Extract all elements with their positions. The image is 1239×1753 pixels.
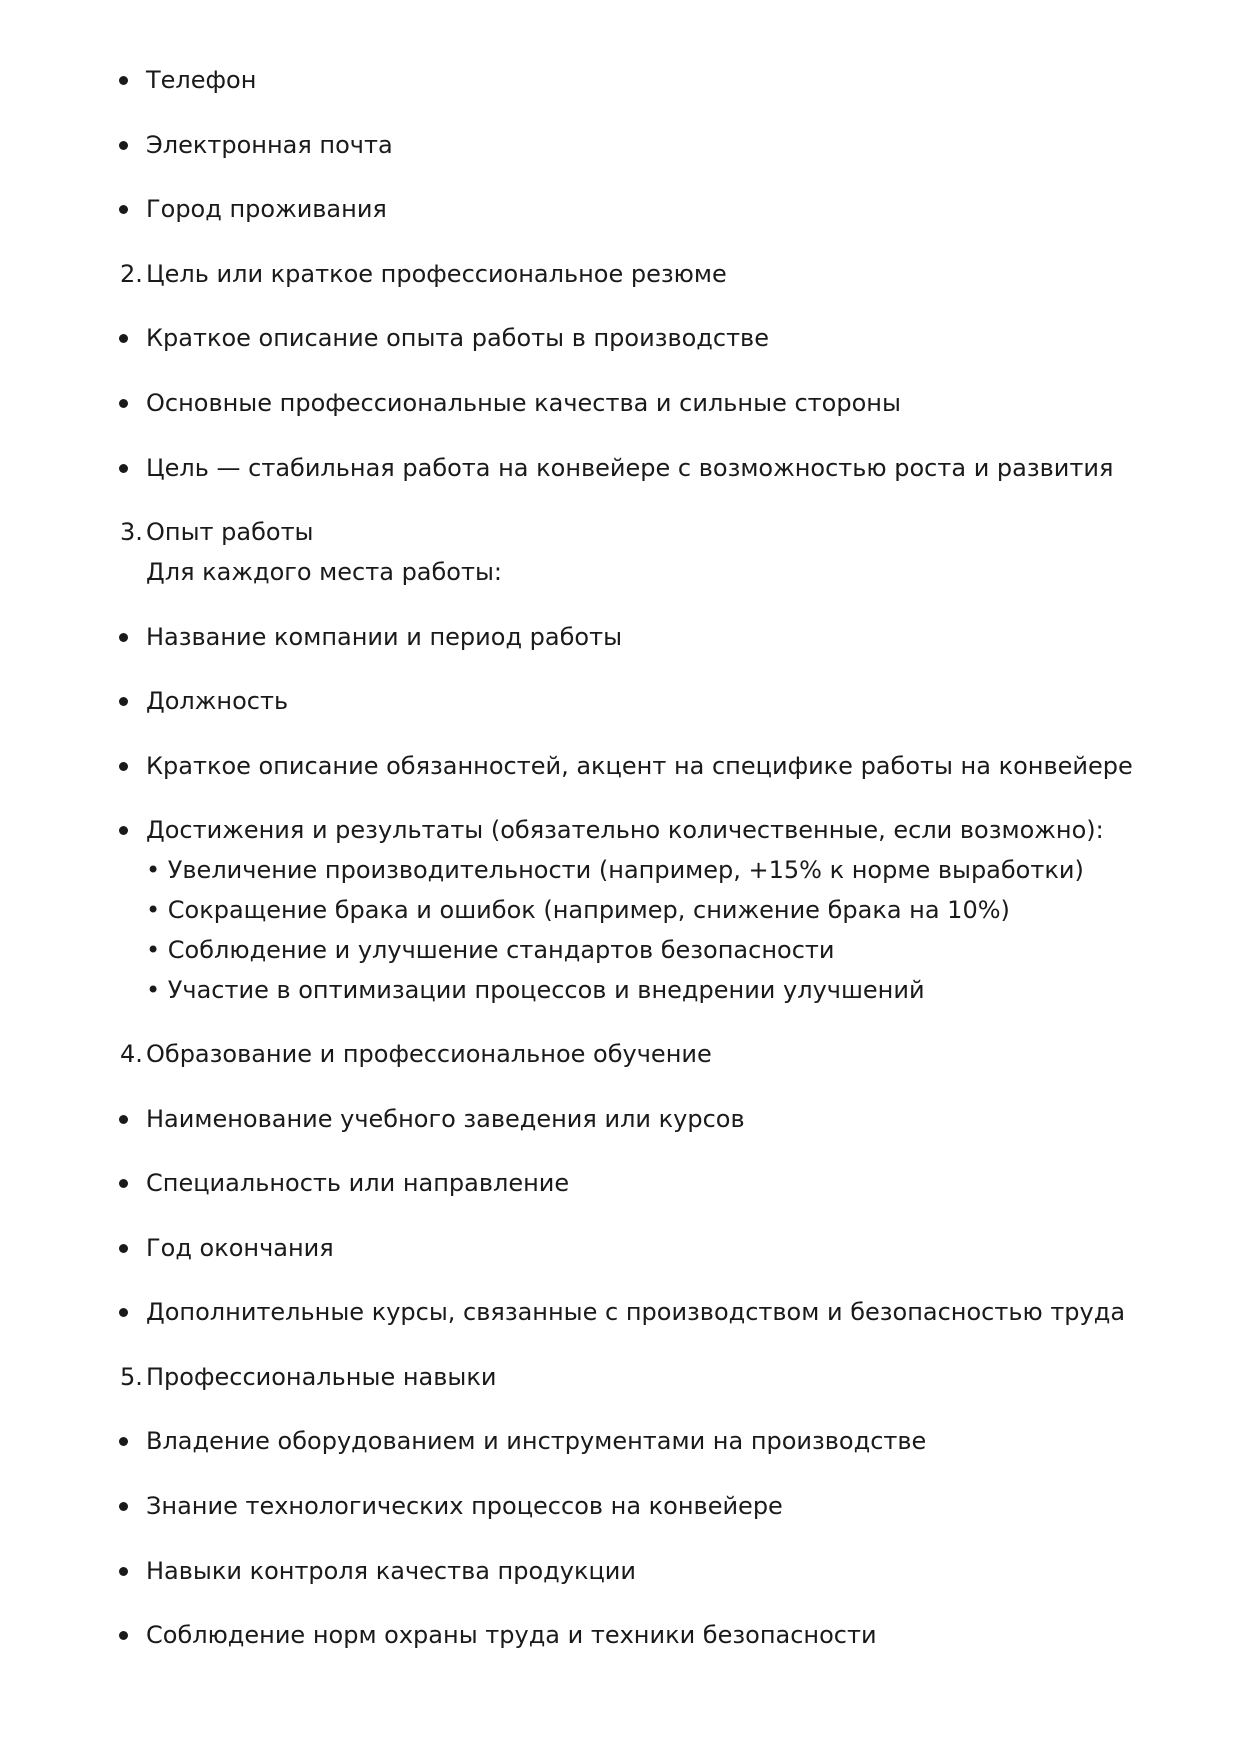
section-heading [120,517,314,547]
section-subtitle [146,557,502,587]
list-item [146,130,393,160]
list-item [146,1426,926,1456]
list-item-text: Соблюдение норм охраны труда и техники безопасности [146,1621,877,1649]
list-item-text: Владение оборудованием и инструментами на производстве [146,1427,927,1455]
list-item-text: Год окончания [146,1234,334,1262]
list-item-text: Телефон [146,66,257,94]
section-heading [120,1362,497,1392]
list-item [146,1556,636,1586]
list-item-text: Город проживания [146,195,387,223]
list-item-text: Основные профессиональные качества и сильные стороны [146,389,901,417]
section-title: Профессиональные навыки [146,1363,497,1391]
sub-list-item-text: • Сокращение брака и ошибок (например, снижение брака на 10%) [146,896,1010,924]
list-item [146,1297,1125,1327]
section-heading [120,259,727,289]
sub-list-item-text: • Участие в оптимизации процессов и внедрении улучшений [146,976,925,1004]
section-title: Образование и профессиональное обучение [146,1040,712,1068]
sub-list-item [146,895,1010,925]
section-number: 2. [120,260,143,288]
list-item-text: Специальность или направление [146,1169,570,1197]
list-item-text: Краткое описание обязанностей, акцент на специфике работы на конвейере [146,752,1133,780]
list-item [146,622,622,652]
section-number: 4. [120,1040,143,1068]
section-title: Опыт работы [146,518,314,546]
list-item [146,751,1133,781]
list-item [146,65,256,95]
sub-list-item [146,855,1084,885]
list-item-text: Достижения и результаты (обязательно количественные, если возможно): [146,816,1104,844]
list-item-text: Название компании и период работы [146,623,623,651]
list-item [146,1233,334,1263]
section-subtitle-text: Для каждого места работы: [146,558,503,586]
list-item-text: Электронная почта [146,131,393,159]
list-item [146,1104,745,1134]
section-heading [120,1039,712,1069]
sub-list-item-text: • Соблюдение и улучшение стандартов безопасности [146,936,835,964]
sub-list-item-text: • Увеличение производительности (например, +15% к норме выработки) [146,856,1084,884]
list-item-text: Знание технологических процессов на конвейере [146,1492,783,1520]
section-number: 5. [120,1363,143,1391]
section-number: 3. [120,518,143,546]
list-item-text: Цель — стабильная работа на конвейере с возможностью роста и развития [146,454,1114,482]
list-item [146,194,387,224]
list-item [146,1620,877,1650]
list-item [146,453,1113,483]
list-item [146,323,769,353]
list-item-text: Навыки контроля качества продукции [146,1557,636,1585]
list-item [146,1168,569,1198]
section-title: Цель или краткое профессиональное резюме [146,260,727,288]
sub-list-item [146,935,834,965]
list-item-text: Краткое описание опыта работы в производстве [146,324,769,352]
list-item [146,815,1104,845]
sub-list-item [146,975,925,1005]
list-item-text: Дополнительные курсы, связанные с производством и безопасностью труда [146,1298,1126,1326]
list-item-text: Должность [146,687,289,715]
list-item [146,388,901,418]
list-item [146,686,288,716]
list-item-text: Наименование учебного заведения или курсов [146,1105,745,1133]
list-item [146,1491,783,1521]
